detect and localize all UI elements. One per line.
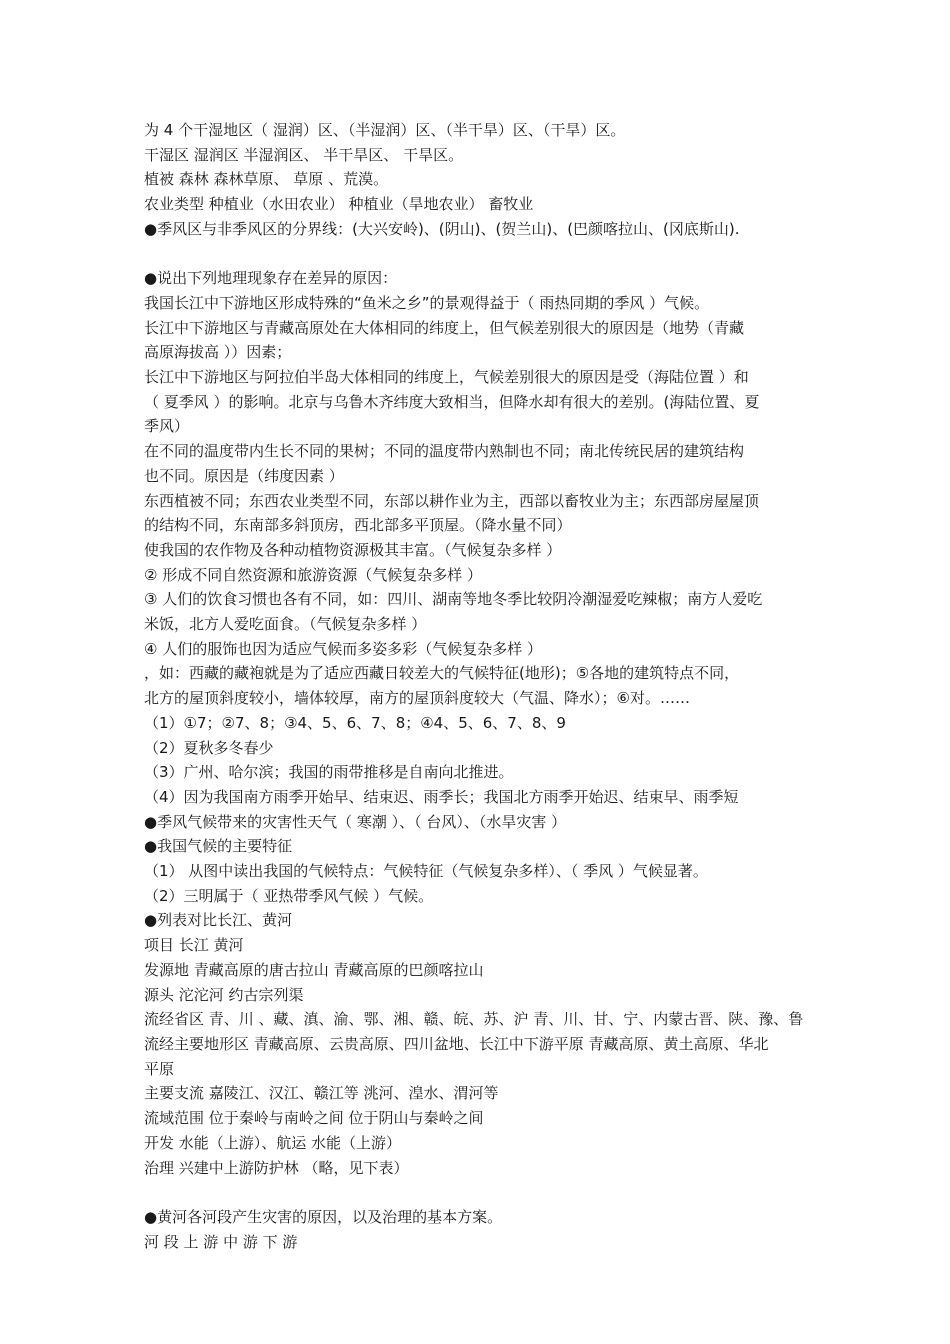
text-line: 长江中下游地区与阿拉伯半岛大体相同的纬度上，气候差别很大的原因是受（海陆位置 ）和: [144, 368, 749, 387]
table-row: 项目 长江 黄河: [144, 936, 244, 955]
table-row: 平原: [144, 1059, 175, 1078]
table-row: 主要支流 嘉陵江、汉江、赣江等 洮河、湟水、渭河等: [144, 1084, 499, 1103]
document-body: [144, 118, 814, 1254]
text-line: ② 形成不同自然资源和旅游资源（气候复杂多样 ）: [144, 565, 482, 584]
text-line: 高原海拔高 ））因素；: [144, 343, 292, 362]
blank-line: [144, 242, 814, 267]
text-line: （1） 从图中读出我国的气候特点：气候特征（气候复杂多样）、（ 季风 ）气候显著。: [144, 862, 708, 881]
section-heading: ●我国气候的主要特征: [144, 837, 293, 856]
text-line: （2）夏秋多冬春少: [144, 738, 274, 757]
text-line: 农业类型 种植业（水田农业） 种植业（旱地农业） 畜牧业: [144, 195, 534, 214]
table-row: 流域范围 位于秦岭与南岭之间 位于阴山与秦岭之间: [144, 1109, 484, 1128]
text-line: 为 4 个干湿地区（ 湿润）区、（半湿润）区、（半干旱）区、（干旱）区。: [144, 121, 626, 139]
section-heading: ●列表对比长江、黄河: [144, 911, 293, 930]
text-line: 东西植被不同；东西农业类型不同，东部以耕作业为主，西部以畜牧业为主；东西部房屋屋顶: [144, 491, 760, 510]
blank-line: [144, 1180, 814, 1205]
text-line: 使我国的农作物及各种动植物资源极其丰富。（气候复杂多样 ）: [144, 540, 562, 559]
table-row: 发源地 青藏高原的唐古拉山 青藏高原的巴颜喀拉山: [144, 960, 484, 979]
text-line: （4）因为我国南方雨季开始早、结束迟、雨季长；我国北方雨季开始迟、结束早、雨季短: [144, 787, 739, 806]
table-row: 开发 水能（上游）、航运 水能（上游）: [144, 1133, 402, 1152]
text-line: （2）三明属于（ 亚热带季风气候 ）气候。: [144, 886, 434, 905]
table-row: 源头 沱沱河 约古宗列渠: [144, 985, 304, 1004]
table-row: 河 段 上 游 中 游 下 游: [144, 1232, 298, 1251]
text-line: 植被 森林 森林草原、 草原 、荒漠。: [144, 170, 389, 189]
section-heading: ●季风气候带来的灾害性天气（ 寒潮 ）、（ 台风）、（水旱灾害 ）: [144, 812, 567, 831]
section-heading: ●黄河各河段产生灾害的原因，以及治理的基本方案。: [144, 1207, 503, 1226]
text-line: （ 夏季风 ）的影响。北京与乌鲁木齐纬度大致相当，但降水却有很大的差别。(海陆位置、夏: [144, 392, 760, 411]
text-line: 季风）: [144, 417, 190, 436]
text-line: 在不同的温度带内生长不同的果树；不同的温度带内熟制也不同；南北传统民居的建筑结构: [144, 442, 745, 461]
table-row: 治理 兴建中上游防护林 （略，见下表）: [144, 1158, 409, 1177]
text-line: 也不同。原因是（纬度因素 ）: [144, 466, 344, 485]
text-line: 长江中下游地区与青藏高原处在大体相同的纬度上，但气候差别很大的原因是（地势（青藏: [144, 318, 745, 337]
text-line: ，如：西藏的藏袍就是为了适应西藏日较差大的气候特征(地形)；⑤各地的建筑特点不同，: [144, 664, 740, 683]
text-line: （3）广州、哈尔滨；我国的雨带推移是自南向北推进。: [144, 763, 514, 782]
text-line: ④ 人们的服饰也因为适应气候而多姿多彩（气候复杂多样 ）: [144, 639, 542, 658]
table-row: 流经省区 青、川 、藏、滇、渝、鄂、湘、赣、皖、苏、沪 青、川、甘、宁、内蒙古晋、陕、豫、鲁: [144, 1010, 804, 1029]
text-line: （1）①7；②7、8；③4、5、6、7、8；④4、5、6、7、8、9: [144, 713, 566, 732]
table-row: 流经主要地形区 青藏高原、云贵高原、四川盆地、长江中下游平原 青藏高原、黄土高原、华北: [144, 1035, 769, 1053]
text-line: 干湿区 湿润区 半湿润区、 半干旱区、 干旱区。: [144, 145, 464, 164]
text-line: 的结构不同，东南部多斜顶房，西北部多平顶屋。（降水量不同）: [144, 516, 572, 535]
text-line: 米饭，北方人爱吃面食。（气候复杂多样 ）: [144, 615, 427, 634]
text-line: ③ 人们的饮食习惯也各有不同，如：四川、湖南等地冬季比较阴冷潮湿爱吃辣椒；南方人爱吃: [144, 590, 763, 609]
text-line: 北方的屋顶斜度较小，墙体较厚，南方的屋顶斜度较大（气温、降水）；⑥对。……: [144, 689, 690, 708]
section-heading: ●说出下列地理现象存在差异的原因：: [144, 269, 398, 288]
text-line: 我国长江中下游地区形成特殊的“鱼米之乡”的景观得益于（ 雨热同期的季风 ）气候。: [144, 293, 710, 312]
text-line: ●季风区与非季风区的分界线：(大兴安岭)、(阴山)、(贺兰山)、(巴颜喀拉山、(冈底斯山).: [144, 219, 740, 238]
